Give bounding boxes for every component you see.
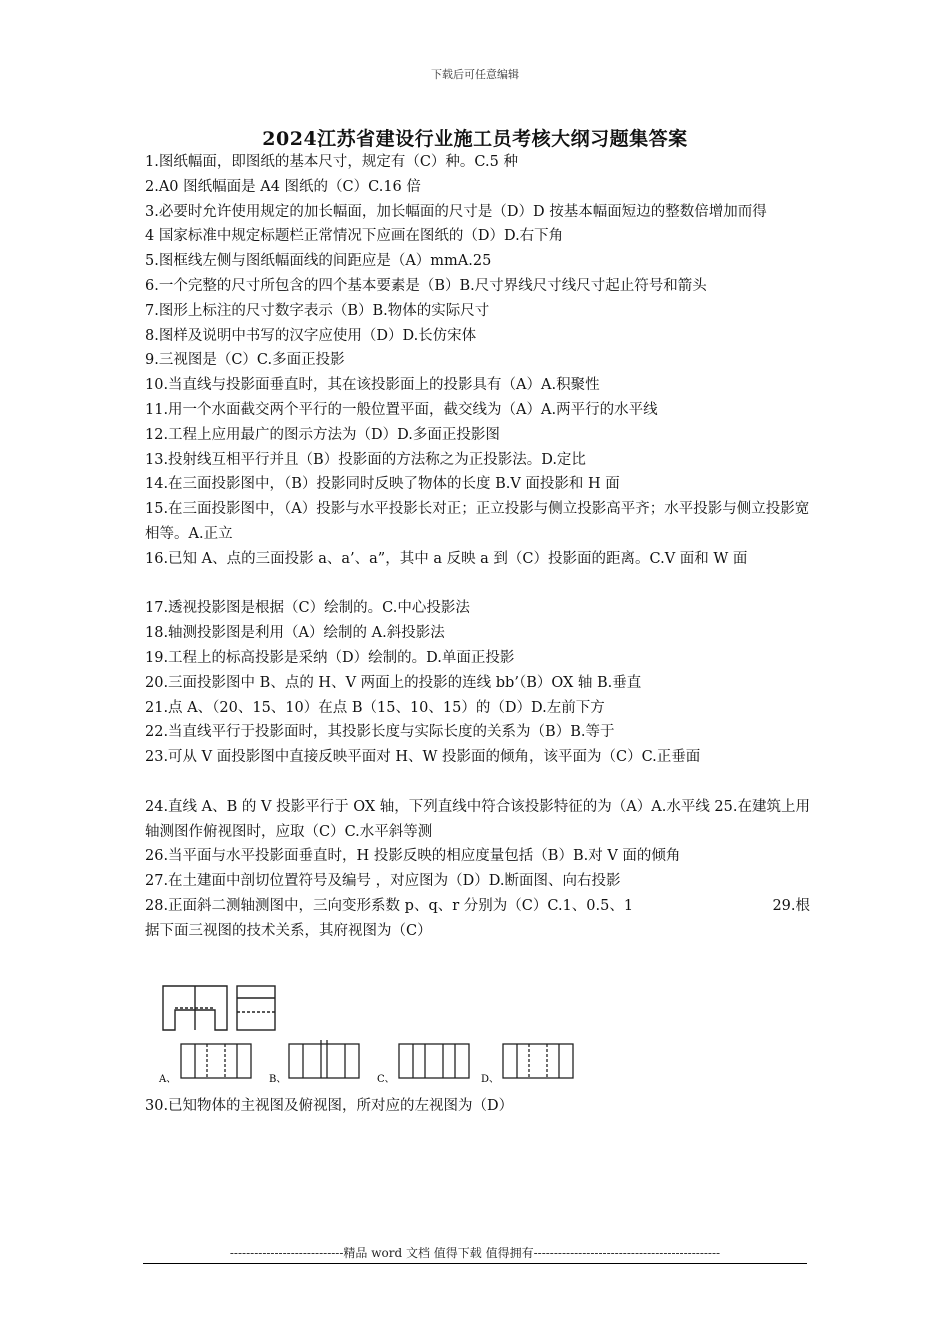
question-30: 30.已知物体的主视图及俯视图，所对应的左视图为（D） bbox=[145, 1098, 514, 1114]
question-29-start: 29.根 bbox=[772, 897, 810, 914]
page-footer: ----------------------------精品 word 文档 值得下载 值得拥有---------------------------------------------- bbox=[229, 1246, 721, 1260]
question-2: 2.A0 图纸幅面是 A4 图纸的（C）C.16 倍 bbox=[145, 178, 421, 195]
question-7: 7.图形上标注的尺寸数字表示（B）B.物体的实际尺寸 bbox=[145, 302, 490, 319]
option-a-drawing bbox=[181, 1044, 251, 1078]
front-view-drawing bbox=[163, 986, 227, 1030]
option-c-drawing bbox=[399, 1044, 469, 1078]
footer-divider bbox=[143, 1263, 807, 1264]
question-18: 18.轴测投影图是利用（A）绘制的 A.斜投影法 bbox=[145, 625, 445, 642]
question-28: 28.正面斜二测轴测图中，三向变形系数 p、q、r 分别为（C）C.1、0.5、1 bbox=[145, 897, 634, 914]
question-10: 10.当直线与投影面垂直时，其在该投影面上的投影具有（A）A.积聚性 bbox=[145, 377, 600, 394]
question-3: 3.必要时允许使用规定的加长幅面，加长幅面的尺寸是（D）D 按基本幅面短边的整数倍增加而得 bbox=[145, 203, 767, 220]
document-body bbox=[145, 150, 810, 944]
question-22: 22.当直线平行于投影面时，其投影长度与实际长度的关系为（B）B.等于 bbox=[145, 724, 615, 741]
question-15: 15.在三面投影图中，（A）投影与水平投影长对正；正立投影与侧立投影高平齐；水平投影与侧立投影宽相等。A.正立 bbox=[145, 501, 810, 542]
option-b-label: B、 bbox=[269, 1074, 287, 1085]
question-16: 16.已知 A、点的三面投影 a、a’、a”，其中 a 反映 a 到（C）投影面的距离。C.V 面和 W 面 bbox=[145, 550, 748, 567]
blank-line bbox=[145, 572, 810, 597]
question-17: 17.透视投影图是根据（C）绘制的。C.中心投影法 bbox=[145, 600, 470, 617]
blank-line bbox=[145, 770, 810, 795]
question-29: 据下面三视图的技术关系，其府视图为（C） bbox=[145, 922, 432, 939]
question-27: 27.在土建面中剖切位置符号及编号 ，对应图为（D）D.断面图、向右投影 bbox=[145, 873, 621, 890]
option-c-label: C、 bbox=[377, 1074, 395, 1085]
question-13: 13.投射线互相平行并且（B）投影面的方法称之为正投影法。D.定比 bbox=[145, 451, 586, 468]
question-19: 19.工程上的标高投影是采纳（D）绘制的。D.单面正投影 bbox=[145, 649, 515, 666]
question-14: 14.在三面投影图中，（B）投影同时反映了物体的长度 B.V 面投影和 H 面 bbox=[145, 476, 620, 493]
question-6: 6.一个完整的尺寸所包含的四个基本要素是（B）B.尺寸界线尺寸线尺寸起止符号和箭头 bbox=[145, 277, 707, 294]
question-24-25: 24.直线 A、B 的 V 投影平行于 OX 轴，下列直线中符合该投影特征的为（A）A.水平线 25.在建筑上用轴测图作俯视图时，应取（C）C.水平斜等测 bbox=[145, 798, 810, 840]
option-d-drawing bbox=[503, 1044, 573, 1078]
question-8: 8.图样及说明中书写的汉字应使用（D）D.长仿宋体 bbox=[145, 327, 477, 344]
question-9: 9.三视图是（C）C.多面正投影 bbox=[145, 352, 345, 369]
document-title: 2024江苏省建设行业施工员考核大纲习题集答案 bbox=[262, 128, 688, 150]
question-28-row bbox=[145, 894, 810, 919]
option-b-drawing bbox=[289, 1040, 359, 1078]
side-view-drawing bbox=[237, 986, 275, 1030]
question-21: 21.点 A、（20、15、10）在点 B（15、10、15）的（D）D.左前下方 bbox=[145, 699, 605, 716]
question-1: 1.图纸幅面，即图纸的基本尺寸，规定有（C）种。C.5 种 bbox=[145, 154, 518, 170]
document-body-continued bbox=[145, 1094, 810, 1119]
question-26: 26.当平面与水平投影面垂直时，H 投影反映的相应度量包括（B）B.对 V 面的倾角 bbox=[145, 848, 681, 865]
question-23: 23.可从 V 面投影图中直接反映平面对 H、W 投影面的倾角，该平面为（C）C.正垂面 bbox=[145, 749, 701, 766]
question-20: 20.三面投影图中 B、点的 H、V 两面上的投影的连线 bb’（B）OX 轴 B.垂直 bbox=[145, 674, 642, 691]
page-header: 下载后可任意编辑 bbox=[431, 68, 519, 81]
option-d-label: D、 bbox=[481, 1074, 500, 1085]
question-12: 12.工程上应用最广的图示方法为（D）D.多面正投影图 bbox=[145, 426, 500, 443]
question-5: 5.图框线左侧与图纸幅面线的间距应是（A）mmA.25 bbox=[145, 253, 492, 270]
three-view-figure bbox=[155, 980, 580, 1090]
question-4: 4 国家标准中规定标题栏正常情况下应画在图纸的（D）D.右下角 bbox=[145, 228, 564, 245]
option-a-label: A、 bbox=[159, 1074, 177, 1085]
question-11: 11.用一个水面截交两个平行的一般位置平面，截交线为（A）A.两平行的水平线 bbox=[145, 401, 658, 418]
